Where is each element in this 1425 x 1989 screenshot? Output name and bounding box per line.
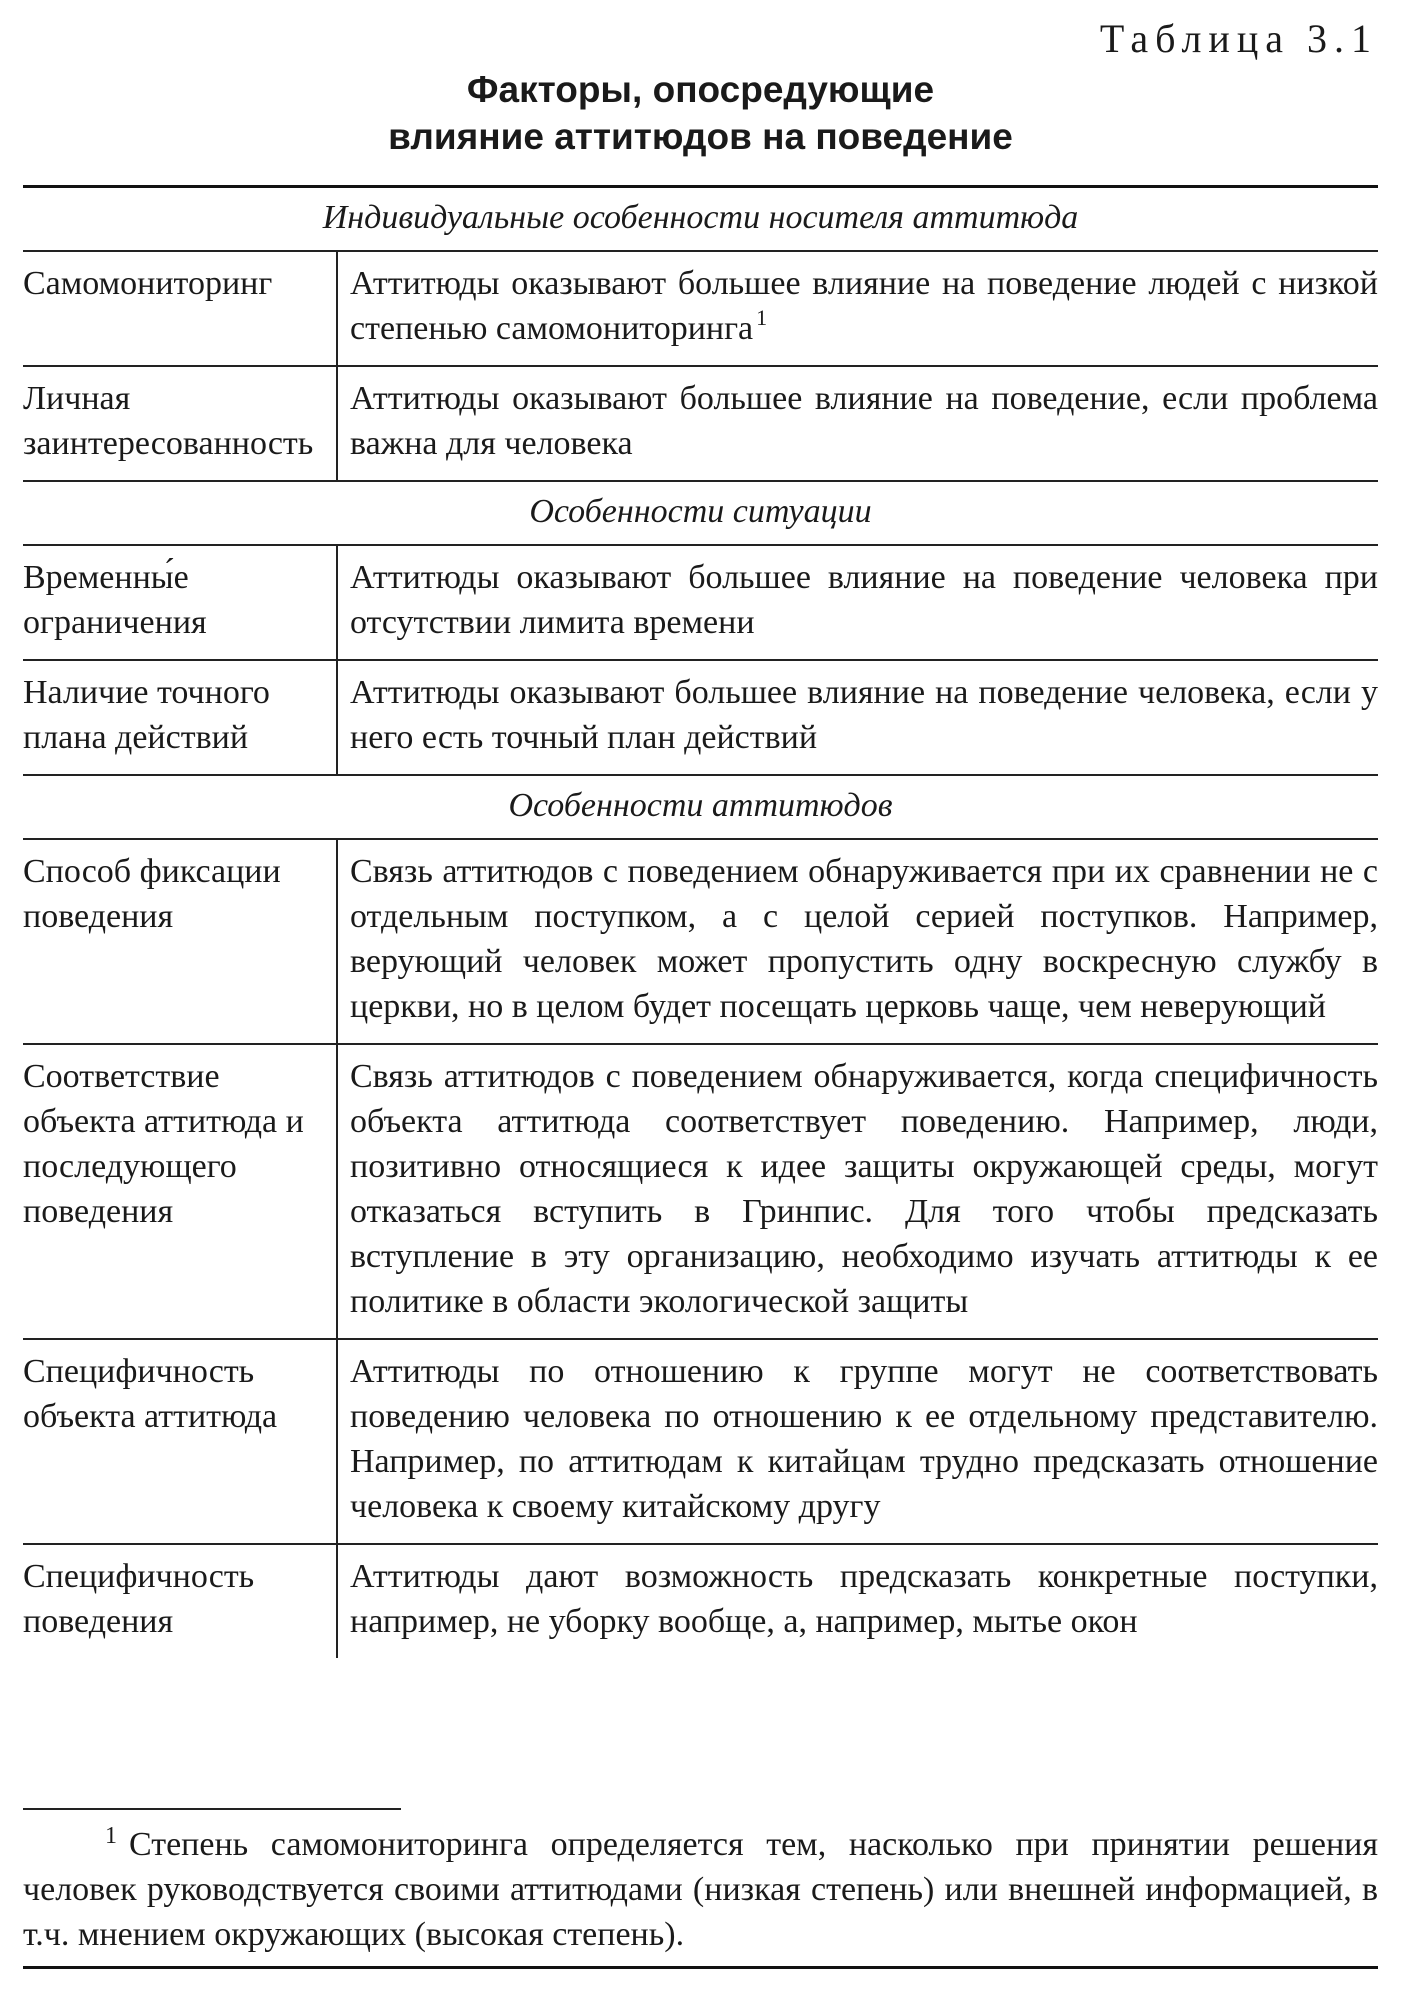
description-cell: Связь аттитюдов с поведением обнаруживается при их сравнении не с отдельным поступком, а с целой серией поступков. Например, верующий человек может пропустить одну воскресную службу в церкви, но в целом будет посещать церковь чаще, чем неверующий [337, 839, 1378, 1044]
table-title-line-1: Факторы, опосредующие [466, 69, 935, 110]
footnote-divider [23, 1808, 401, 1810]
factor-cell: Самомониторинг [23, 251, 337, 366]
table-row [23, 660, 1378, 775]
description-cell: Аттитюды оказывают большее влияние на поведение, если проблема важна для человека [337, 366, 1378, 481]
footnote [23, 1822, 1378, 1957]
section-heading [23, 775, 1378, 839]
section-heading-text: Особенности ситуации [23, 481, 1378, 545]
table-row [23, 1544, 1378, 1658]
description-cell [337, 251, 1378, 366]
table-row [23, 1339, 1378, 1544]
table-row [23, 1044, 1378, 1339]
table-row [23, 366, 1378, 481]
footnote-mark: 1 [105, 1823, 117, 1849]
description-cell: Аттитюды оказывают большее влияние на поведение человека при отсутствии лимита времени [337, 545, 1378, 660]
section-heading [23, 187, 1378, 252]
description-text: Аттитюды оказывают большее влияние на поведение людей с низкой степенью самомониторинга [350, 265, 1378, 347]
description-cell: Связь аттитюдов с поведением обнаруживается, когда специфичность объекта аттитюда соответствует поведению. Например, люди, позитивно относящиеся к идее защиты окружающей среды, могут отказаться вступить в Гринпис. Для того чтобы предсказать вступление в эту организацию, необходимо изучать аттитюды к ее политике в области экологической защиты [337, 1044, 1378, 1339]
factors-table [23, 185, 1378, 1658]
description-cell: Аттитюды дают возможность предсказать конкретные поступки, например, не уборку вообще, а, например, мытье окон [350, 1558, 1378, 1640]
footnote-text: Степень самомониторинга определяется тем, насколько при принятии решения человек руководствуется своими аттитюдами (низкая степень) или внешней информацией, в т.ч. мнением окружающих (высокая степень). [23, 1826, 1378, 1953]
section-heading [23, 481, 1378, 545]
footnote-reference: 1 [756, 305, 768, 330]
section-heading-text: Особенности аттитюдов [23, 775, 1378, 839]
section-heading-text: Индивидуальные особенности носителя аттитюда [23, 187, 1378, 252]
description-cell: Аттитюды оказывают большее влияние на поведение человека, если у него есть точный план действий [337, 660, 1378, 775]
factor-cell: Личная заинтересованность [23, 366, 337, 481]
table-row [23, 839, 1378, 1044]
page-bottom-rule [23, 1966, 1378, 1969]
table-title [23, 66, 1378, 160]
factor-cell: Временны́е ограничения [23, 545, 337, 660]
factor-cell: Соответствие объекта аттитюда и последующего поведения [23, 1044, 337, 1339]
table-title-line-2: влияние аттитюдов на поведение [388, 116, 1013, 157]
description-cell: Аттитюды по отношению к группе могут не соответствовать поведению человека по отношению к ее отдельному представителю. Например, по аттитюдам к китайцам трудно предсказать отношение человека к своему китайскому другу [337, 1339, 1378, 1544]
table-row [23, 251, 1378, 366]
factor-cell: Специфичность поведения [23, 1544, 337, 1658]
table-number: Таблица 3.1 [1099, 16, 1378, 61]
table-row [23, 545, 1378, 660]
factor-cell: Наличие точного плана действий [23, 660, 337, 775]
factor-cell: Способ фиксации поведения [23, 839, 337, 1044]
factor-cell: Специфичность объекта аттитюда [23, 1339, 337, 1544]
